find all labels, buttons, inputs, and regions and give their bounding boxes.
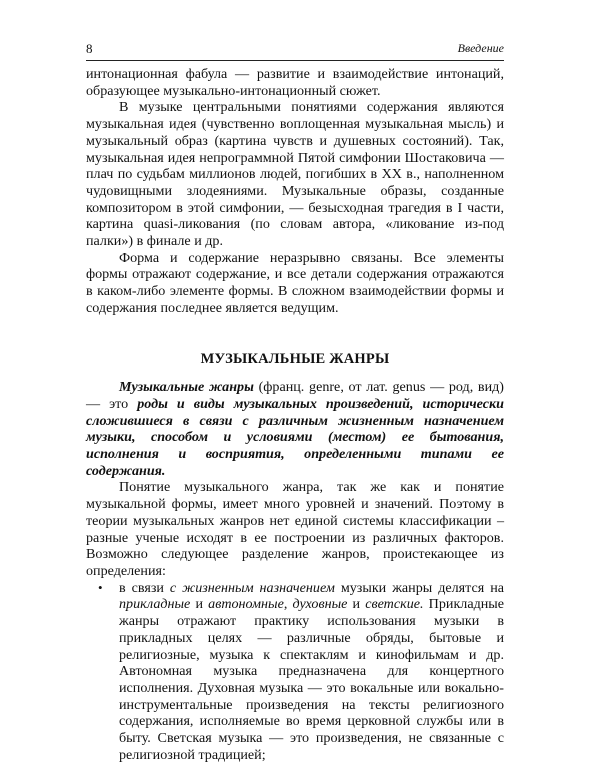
definition-paragraph: [86, 379, 504, 479]
definition-term: Музыкальные жанры: [119, 379, 254, 396]
definition-body: роды и виды музыкальных произведений, исторически сложившиеся в связи с различным жизненным назначением музыки, способом и условиями (местом) ее бытования, исполнения и восприятия, определенными типами ее содержания.: [86, 395, 504, 479]
bullet-emphasis: прикладные: [119, 596, 191, 613]
running-head: Введение: [457, 41, 504, 55]
bullet-text: ,: [283, 596, 293, 613]
page-number: 8: [86, 41, 93, 56]
paragraph-genre-concept: Понятие музыкального жанра, так же как и понятие музыкальной формы, имеет много уровней и значений. Поэтому в теории музыкальных жанров нет единой системы классификации – разные ученые исходят в ее построении из различных факторов. Возможно следующее разделение жанров, проистекающее из определения:: [86, 479, 504, 579]
bullet-emphasis: автономные: [208, 596, 284, 613]
bullet-text: в связи: [119, 579, 170, 596]
definition-etymology: (франц. genre, от лат. genus — род, вид) — это: [86, 379, 504, 412]
bullet-emphasis: с жизненным назначением: [169, 579, 335, 596]
paragraph-musical-idea: В музыке центральными понятиями содержания являются музыкальная идея (чувственно воплощенная музыкальная мысль) и музыкальный образ (картина чувств и душевных состояний). Так, музыкальная идея непрограммной Пятой симфонии Шостаковича — плач по судьбам миллионов людей, погибших в XX в., наполненном чудовищными злодеяниями. Музыкальные образы, созданные композитором в этой симфонии, — безысходная трагедия в I части, картина quasi-ликования (по словам автора, «ликование из-под палки») в финале и др.: [86, 99, 504, 250]
genre-list: [86, 580, 504, 763]
bullet-icon: •: [98, 579, 103, 595]
bullet-text: музыки жанры делятся на: [334, 579, 504, 596]
bullet-emphasis: духовные: [292, 596, 348, 613]
paragraph-form-content: Форма и содержание неразрывно связаны. Все элементы формы отражают содержание, и все детали содержания отражаются в каком-либо элементе формы. В сложном взаимодействии формы и содержания последнее является ведущим.: [86, 249, 504, 316]
paragraph-intonation-plot: интонационная фабула — развитие и взаимодействие интонаций, образующее музыкально-интонационный сюжет.: [86, 66, 504, 99]
section-title: МУЗЫКАЛЬНЫЕ ЖАНРЫ: [200, 350, 390, 367]
bullet-emphasis: светские.: [365, 596, 424, 613]
bullet-text: и: [347, 596, 366, 613]
page-content: [86, 66, 504, 763]
bullet-text: и: [190, 596, 209, 613]
header-rule: [86, 60, 504, 61]
list-item: [86, 580, 504, 763]
bullet-text: Прикладные жанры отражают практику использования музыки в прикладных целях — различные обряды, бытовые и религиозные, музыка к спектаклям и кинофильмам и др. Автономная музыка предназначена для концертного исполнения. Духовная музыка — это вокальные или вокально-инструментальные произведения на тексты религиозного содержания, исполняемые во время церковной службы или в быту. Светская музыка — это произведения, не связанные с религиозной традицией;: [119, 596, 505, 763]
